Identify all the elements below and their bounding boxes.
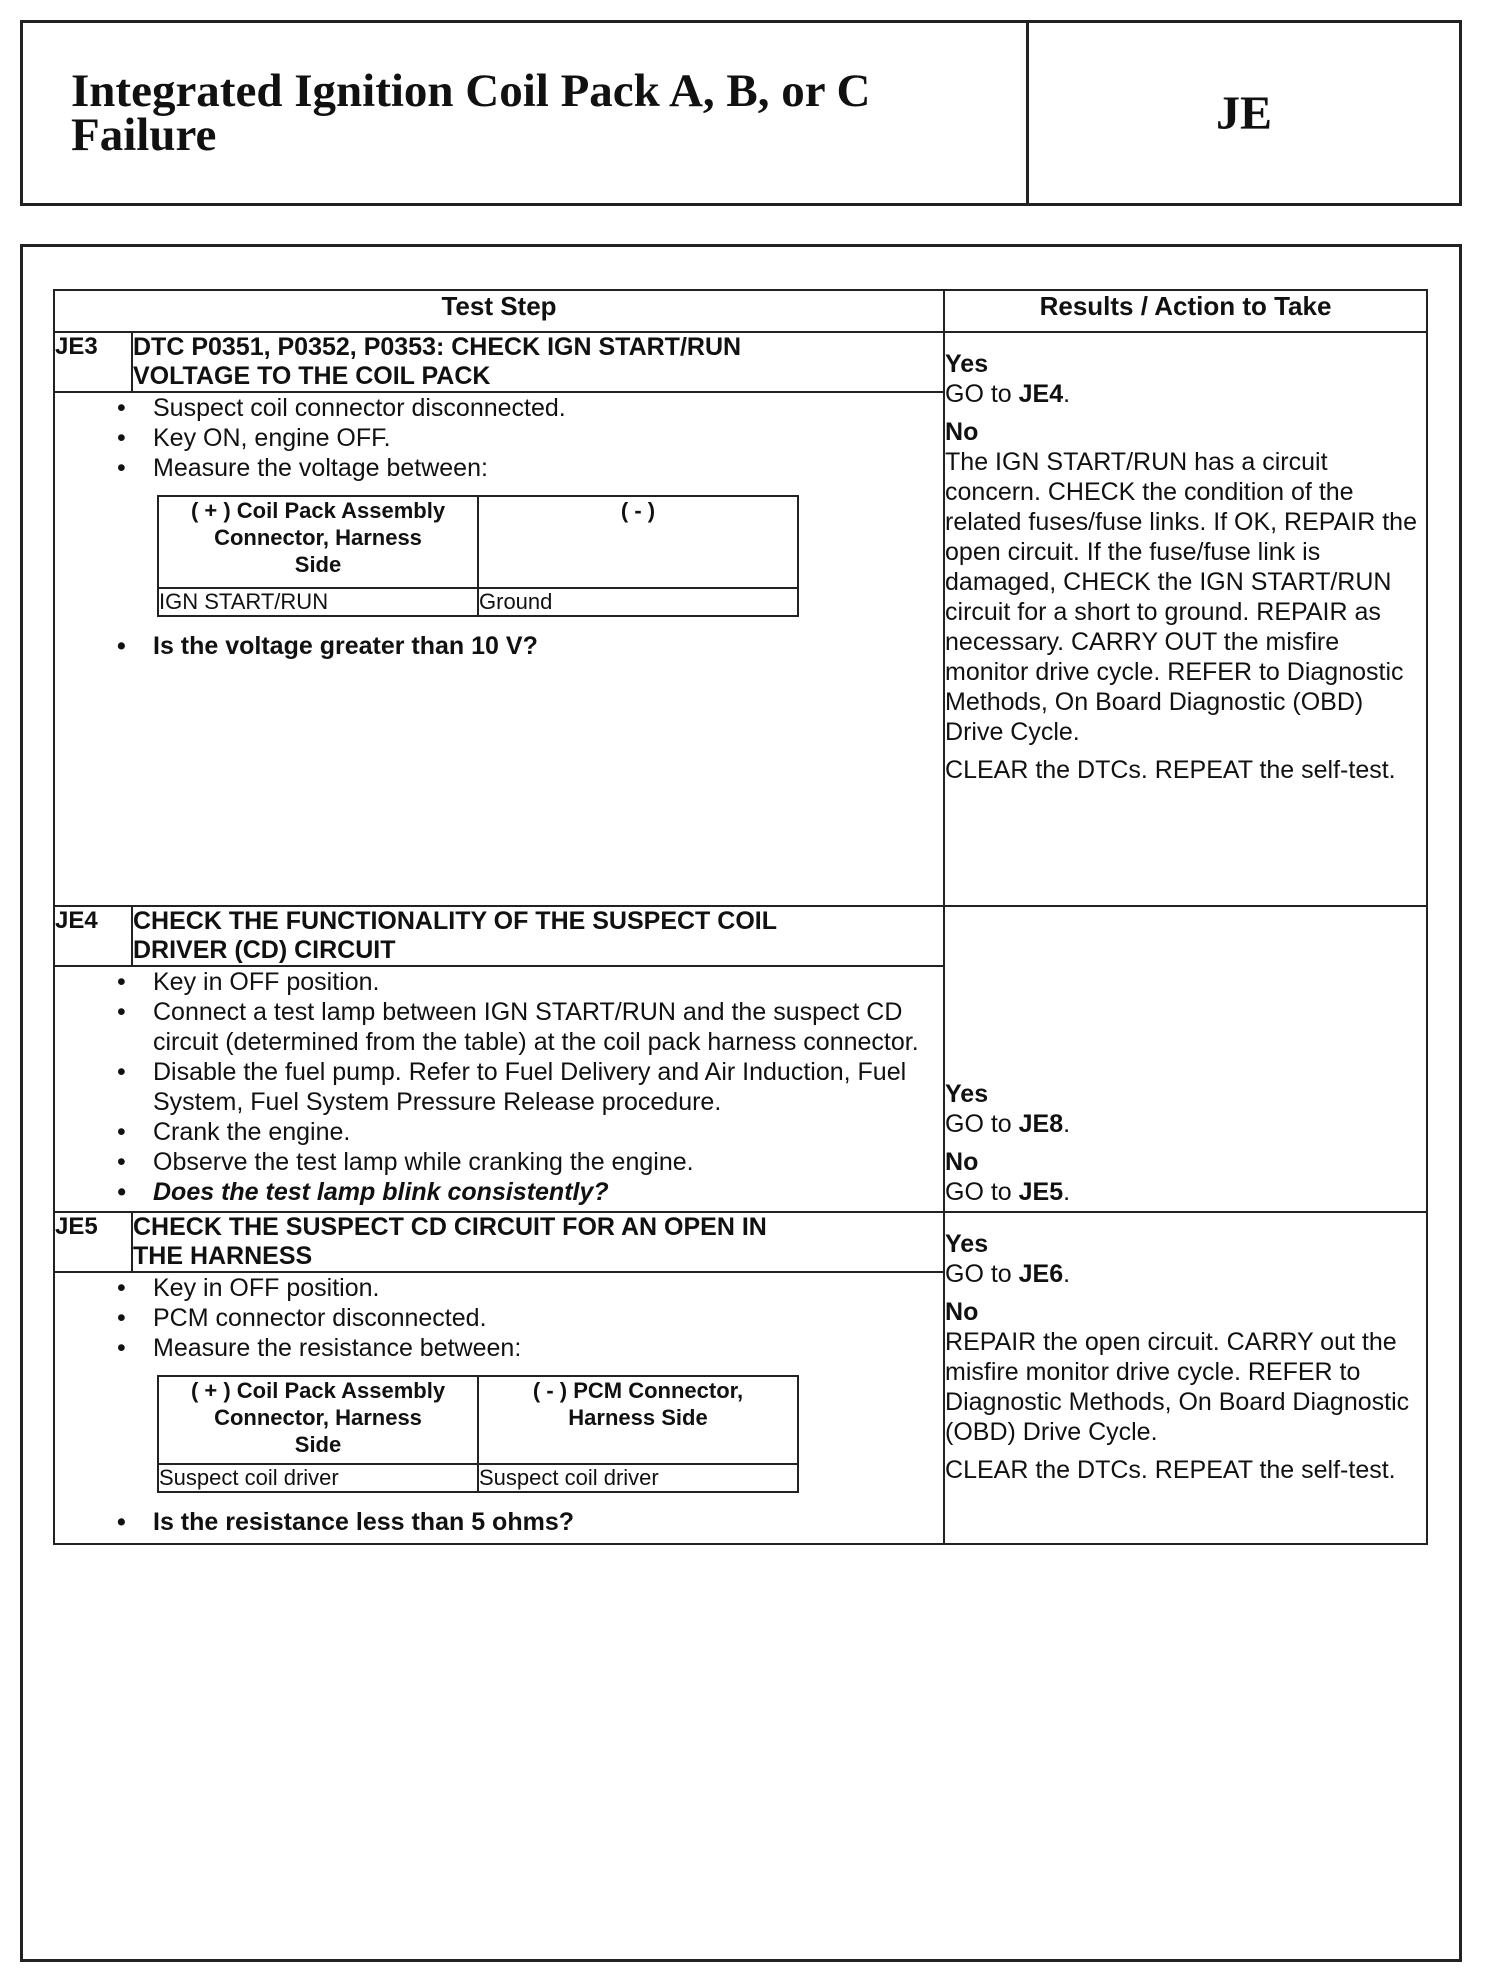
step-code-je5: JE5 xyxy=(54,1212,132,1272)
step-title-je4: CHECK THE FUNCTIONALITY OF THE SUSPECT COIL DRIVER (CD) CIRCUIT xyxy=(132,906,944,966)
sub-header-positive: ( + ) Coil Pack Assembly Connector, Harness Side xyxy=(158,1376,478,1464)
step-body-je5 xyxy=(54,1272,944,1544)
sub-header-negative: ( - ) PCM Connector, Harness Side xyxy=(478,1376,798,1464)
question-je3: • Is the voltage greater than 10 V? xyxy=(153,631,943,661)
list-item: • Disable the fuel pump. Refer to Fuel Delivery and Air Induction, Fuel System, Fuel System Pressure Release procedure. xyxy=(153,1057,943,1117)
step-list-je3 xyxy=(55,393,943,483)
list-item: • Observe the test lamp while cranking the engine. xyxy=(153,1147,943,1177)
clear-dtc-je3: CLEAR the DTCs. REPEAT the self-test. xyxy=(945,756,1396,784)
question-je5: • Is the resistance less than 5 ohms? xyxy=(153,1507,943,1537)
question-list-je5 xyxy=(55,1507,943,1537)
list-item: • Key in OFF position. xyxy=(153,967,943,997)
test-step-header: Test Step xyxy=(54,290,944,332)
list-item: • Connect a test lamp between IGN START/RUN and the suspect CD circuit (determined from the table) at the coil pack harness connector. xyxy=(153,997,943,1057)
no-label-je4: No xyxy=(945,1148,979,1176)
list-item: • Crank the engine. xyxy=(153,1117,943,1147)
procedure-table xyxy=(53,289,1428,1545)
results-je4 xyxy=(944,906,1427,1212)
question-je4: • Does the test lamp blink consistently? xyxy=(153,1177,943,1207)
list-item: • Key in OFF position. xyxy=(153,1273,943,1303)
step-list-je5 xyxy=(55,1273,943,1363)
no-action-je5: REPAIR the open circuit. CARRY out the misfire monitor drive cycle. REFER to Diagnostic Methods, On Board Diagnostic (OBD) Drive Cycle. xyxy=(945,1328,1410,1446)
step-body-je4 xyxy=(54,966,944,1212)
yes-action-je4: GO to JE8. xyxy=(945,1110,1071,1138)
no-target-je4: JE5 xyxy=(1018,1178,1064,1206)
sub-header-positive: ( + ) Coil Pack Assembly Connector, Harness Side xyxy=(158,496,478,588)
sub-cell: Suspect coil driver xyxy=(158,1464,478,1492)
results-je3 xyxy=(944,332,1427,906)
title-box xyxy=(20,20,1462,206)
sub-cell: Ground xyxy=(478,588,798,616)
procedure-frame xyxy=(20,244,1462,1962)
step-body-je3 xyxy=(54,392,944,906)
no-label-je3: No xyxy=(945,418,979,446)
title-cell xyxy=(23,23,1029,203)
list-item: • Measure the resistance between: xyxy=(153,1333,943,1363)
results-header: Results / Action to Take xyxy=(944,290,1427,332)
step-title-je3: DTC P0351, P0352, P0353: CHECK IGN START/RUN VOLTAGE TO THE COIL PACK xyxy=(132,332,944,392)
resistance-measure-table xyxy=(157,1375,799,1493)
step-code-je3: JE3 xyxy=(54,332,132,392)
page-title: Integrated Ignition Coil Pack A, B, or C Failure xyxy=(71,65,871,161)
step-title-je5: CHECK THE SUSPECT CD CIRCUIT FOR AN OPEN IN THE HARNESS xyxy=(132,1212,944,1272)
clear-dtc-je5: CLEAR the DTCs. REPEAT the self-test. xyxy=(945,1456,1396,1484)
list-item: • Measure the voltage between: xyxy=(153,453,943,483)
yes-action-je5: GO to JE6. xyxy=(945,1260,1071,1288)
yes-label-je3: Yes xyxy=(945,350,989,378)
no-label-je5: No xyxy=(945,1298,979,1326)
yes-label-je4: Yes xyxy=(945,1080,989,1108)
sub-cell: Suspect coil driver xyxy=(478,1464,798,1492)
list-item: • Suspect coil connector disconnected. xyxy=(153,393,943,423)
step-list-je4 xyxy=(55,967,943,1207)
yes-target-je4: JE8 xyxy=(1018,1110,1064,1138)
step-code-je4: JE4 xyxy=(54,906,132,966)
question-list-je3 xyxy=(55,631,943,661)
no-action-je4: GO to JE5. xyxy=(945,1178,1071,1206)
no-action-je3: The IGN START/RUN has a circuit concern. CHECK the condition of the related fuses/fuse links. If OK, REPAIR the open circuit. If the fuse/fuse link is damaged, CHECK the IGN START/RUN circuit for a short to ground. REPAIR as necessary. CARRY OUT the misfire monitor drive cycle. REFER to Diagnostic Methods, On Board Diagnostic (OBD) Drive Cycle. xyxy=(945,448,1417,746)
yes-label-je5: Yes xyxy=(945,1230,989,1258)
results-je5 xyxy=(944,1212,1427,1544)
section-code: JE xyxy=(1215,86,1272,140)
yes-target-je3: JE4 xyxy=(1018,380,1064,408)
sub-cell: IGN START/RUN xyxy=(158,588,478,616)
list-item: • PCM connector disconnected. xyxy=(153,1303,943,1333)
list-item: • Key ON, engine OFF. xyxy=(153,423,943,453)
voltage-measure-table xyxy=(157,495,799,617)
yes-target-je5: JE6 xyxy=(1018,1260,1064,1288)
yes-action-je3: GO to JE4. xyxy=(945,380,1071,408)
sub-header-negative: ( - ) xyxy=(478,496,798,588)
